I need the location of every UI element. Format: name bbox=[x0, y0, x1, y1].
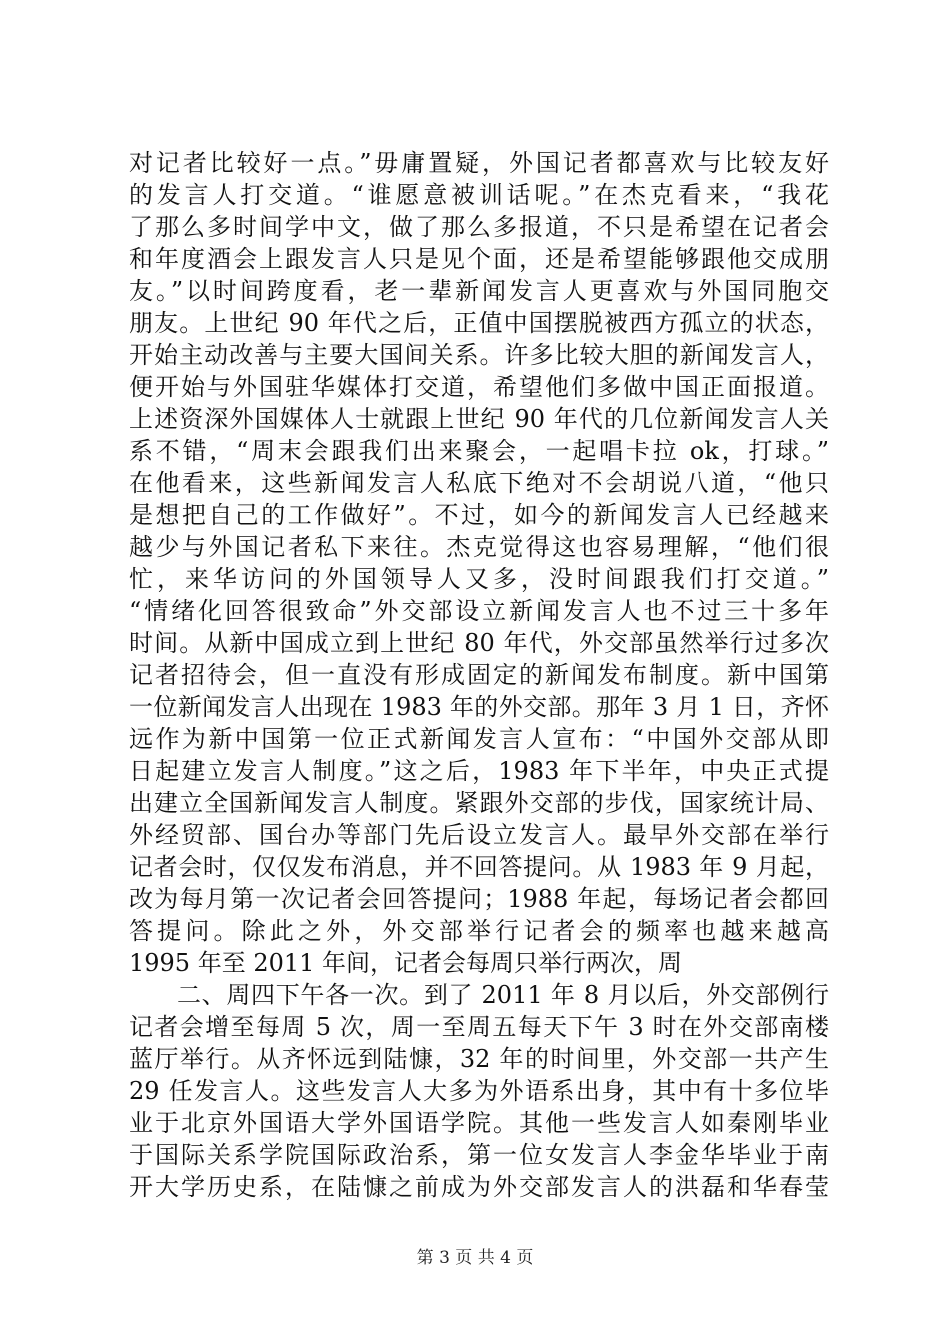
text-line: 上述资深外国媒体人士就跟上世纪 90 年代的几位新闻发言人关 bbox=[129, 405, 829, 433]
text-line: 日起建立发言人制度。”这之后，1983 年下半年，中央正式提 bbox=[129, 757, 829, 785]
text-line: 记者会时，仅仅发布消息，并不回答提问。从 1983 年 9 月起， bbox=[129, 853, 829, 881]
page-number-label: 第 3 页 共 4 页 bbox=[416, 1248, 534, 1268]
text-line: “情绪化回答很致命”外交部设立新闻发言人也不过三十多年 bbox=[129, 597, 829, 625]
text-line: 1995 年至 2011 年间，记者会每周只举行两次，周 bbox=[129, 949, 683, 977]
text-line: 蓝厅举行。从齐怀远到陆慷，32 年的时间里，外交部一共产生 bbox=[129, 1045, 829, 1073]
text-line: 业于北京外国语大学外国语学院。其他一些发言人如秦刚毕业 bbox=[129, 1109, 829, 1137]
text-line: 了那么多时间学中文，做了那么多报道，不只是希望在记者会 bbox=[129, 213, 829, 241]
text-line: 开大学历史系，在陆慷之前成为外交部发言人的洪磊和华春莹 bbox=[129, 1173, 829, 1201]
text-line: 二、周四下午各一次。到了 2011 年 8 月以后，外交部例行 bbox=[177, 981, 829, 1009]
text-line: 越少与外国记者私下来往。杰克觉得这也容易理解，“他们很 bbox=[129, 533, 829, 561]
text-line: 系不错，“周末会跟我们出来聚会，一起唱卡拉 ok，打球。” bbox=[129, 437, 829, 465]
text-line: 出建立全国新闻发言人制度。紧跟外交部的步伐，国家统计局、 bbox=[129, 789, 829, 817]
text-line: 忙，来华访问的外国领导人又多，没时间跟我们打交道。” bbox=[129, 565, 829, 593]
text-line: 外经贸部、国台办等部门先后设立发言人。最早外交部在举行 bbox=[129, 821, 829, 849]
text-line: 友。”以时间跨度看，老一辈新闻发言人更喜欢与外国同胞交 bbox=[129, 277, 829, 305]
text-line: 记者会增至每周 5 次，周一至周五每天下午 3 时在外交部南楼 bbox=[129, 1013, 829, 1041]
text-line: 对记者比较好一点。”毋庸置疑，外国记者都喜欢与比较友好 bbox=[129, 149, 829, 177]
text-line: 记者招待会，但一直没有形成固定的新闻发布制度。新中国第 bbox=[129, 661, 829, 689]
text-line: 开始主动改善与主要大国间关系。许多比较大胆的新闻发言人， bbox=[129, 341, 829, 369]
text-line: 29 任发言人。这些发言人大多为外语系出身，其中有十多位毕 bbox=[129, 1077, 829, 1105]
text-line: 朋友。上世纪 90 年代之后，正值中国摆脱被西方孤立的状态， bbox=[129, 309, 829, 337]
text-line: 和年度酒会上跟发言人只是见个面，还是希望能够跟他交成朋 bbox=[129, 245, 829, 273]
text-line: 远作为新中国第一位正式新闻发言人宣布：“中国外交部从即 bbox=[129, 725, 829, 753]
text-line: 答提问。除此之外，外交部举行记者会的频率也越来越高 bbox=[129, 917, 829, 945]
text-line: 是想把自己的工作做好”。不过，如今的新闻发言人已经越来 bbox=[129, 501, 829, 529]
text-line: 一位新闻发言人出现在 1983 年的外交部。那年 3 月 1 日，齐怀 bbox=[129, 693, 829, 721]
body-text bbox=[129, 147, 829, 1203]
text-line: 在他看来，这些新闻发言人私底下绝对不会胡说八道，“他只 bbox=[129, 469, 829, 497]
text-line: 的发言人打交道。“谁愿意被训话呢。”在杰克看来，“我花 bbox=[129, 181, 829, 209]
text-line: 时间。从新中国成立到上世纪 80 年代，外交部虽然举行过多次 bbox=[129, 629, 829, 657]
page-footer bbox=[0, 1247, 950, 1269]
text-line: 便开始与外国驻华媒体打交道，希望他们多做中国正面报道。 bbox=[129, 373, 829, 401]
text-line: 于国际关系学院国际政治系，第一位女发言人李金华毕业于南 bbox=[129, 1141, 829, 1169]
text-line: 改为每月第一次记者会回答提问；1988 年起，每场记者会都回 bbox=[129, 885, 829, 913]
